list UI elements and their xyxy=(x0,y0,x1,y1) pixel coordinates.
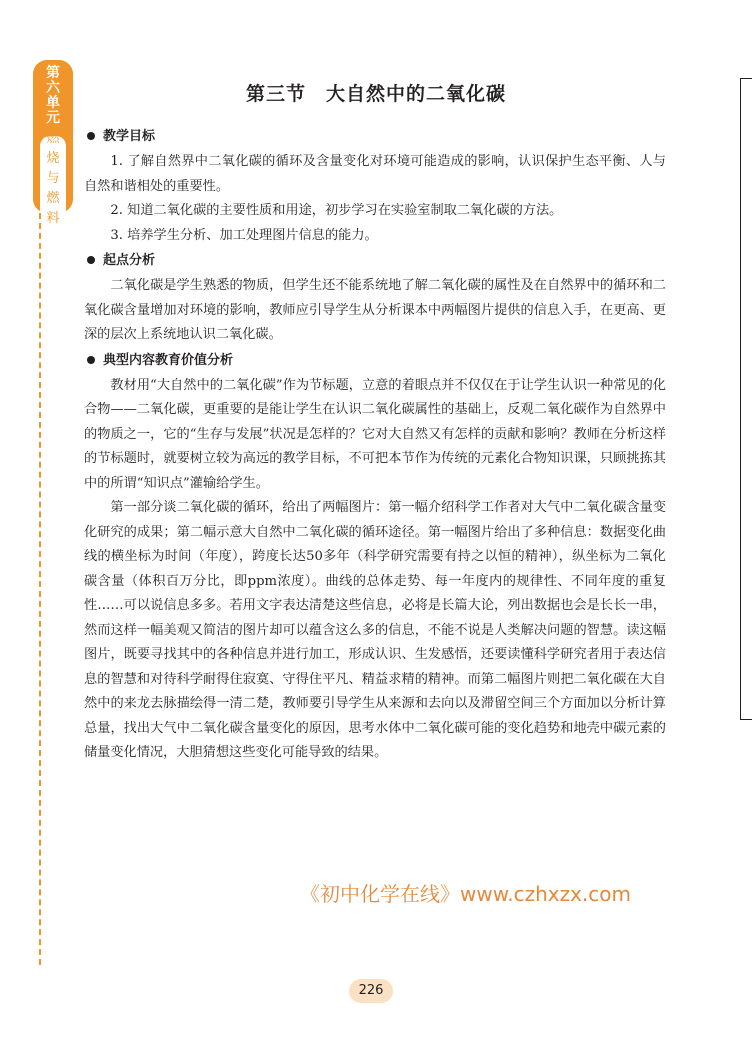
section-heading xyxy=(84,348,666,374)
unit-name-char: 料 xyxy=(46,211,60,226)
section-heading-text: 起点分析 xyxy=(103,253,156,268)
paragraph: 二氧化碳是学生熟悉的物质，但学生还不能系统地了解二氧化碳的属性及在自然界中的循环和二氧化碳含量增加对环境的影响，教师应引导学生从分析课本中两幅图片提供的信息入手，在更高、更深的层次上系统地认识二氧化碳。 xyxy=(84,278,666,342)
watermark: 《初中化学在线》www.czhxzx.com xyxy=(300,882,632,906)
unit-name-char: 烧 xyxy=(46,151,60,166)
side-dashed-line xyxy=(39,213,41,965)
paragraph: 1. 了解自然界中二氧化碳的循环及含量变化对环境可能造成的影响，认识保护生态平衡、人与自然和谐相处的重要性。 xyxy=(84,154,666,194)
bullet-icon xyxy=(87,256,95,264)
unit-name-char: 燃 xyxy=(46,191,60,206)
paragraph: 第一部分谈二氧化碳的循环，给出了两幅图片：第一幅介绍科学工作者对大气中二氧化碳含量变化研究的成果；第二幅示意大自然中二氧化碳的循环途径。第一幅图片给出了多种信息：数据变化曲线的横坐标为时间（年度），跨度长达50多年（科学研究需要有持之以恒的精神），纵坐标为二氧化碳含量（体积百万分比，即ppm浓度）。曲线的总体走势、每一年度内的规律性、不同年度的重复性……可以说信息多多。若用文字表达清楚这些信息，必将是长篇大论，列出数据也会是长长一串，然而这样一幅美观又简洁的图片却可以蕴含这么多的信息，不能不说是人类解决问题的智慧。读这幅图片，既要寻找其中的各种信息并进行加工，形成认识、生发感悟，还要读懂科学研究者用于表达信息的智慧和对待科学耐得住寂寞、守得住平凡、精益求精的精神。而第二幅图片则把二氧化碳在大自然中的来龙去脉描绘得一清二楚，教师要引导学生从来源和去向以及滞留空间三个方面加以分析计算总量，找出大气中二氧化碳含量变化的原因，思考水体中二氧化碳可能的变化趋势和地壳中碳元素的储量变化情况，大胆猜想这些变化可能导致的结果。 xyxy=(84,500,666,760)
page-title: 第三节 大自然中的二氧化碳 xyxy=(245,83,506,105)
unit-title-char: 第 xyxy=(46,65,60,81)
section-heading-text: 教学目标 xyxy=(103,129,156,144)
unit-title-char: 六 xyxy=(46,80,60,96)
paragraph: 2. 知道二氧化碳的主要性质和用途，初步学习在实验室制取二氧化碳的方法。 xyxy=(110,203,563,218)
section-heading xyxy=(84,248,666,274)
section-heading xyxy=(84,124,666,150)
right-margin-frame xyxy=(740,78,752,720)
unit-title-char: 单 xyxy=(46,95,60,111)
unit-title-char: 元 xyxy=(46,110,60,126)
bullet-icon xyxy=(87,132,95,140)
unit-name-char: 与 xyxy=(46,171,60,186)
page-number: 226 xyxy=(349,979,393,1003)
unit-name-char: 燃 xyxy=(46,131,60,146)
paragraph: 教材用“大自然中的二氧化碳”作为节标题，立意的着眼点并不仅仅在于让学生认识一种常见的化合物——二氧化碳，更重要的是能让学生在认识二氧化碳属性的基础上，反观二氧化碳作为自然界中的物质之一，它的“生存与发展”状况是怎样的？它对大自然又有怎样的贡献和影响？教师在分析这样的节标题时，就要树立较为高远的教学目标，不可把本节作为传统的元素化合物知识课，只顾挑拣其中的所谓“知识点”灌输给学生。 xyxy=(84,377,666,491)
bullet-icon xyxy=(87,356,95,364)
section-heading-text: 典型内容教育价值分析 xyxy=(103,352,234,368)
main-content xyxy=(84,124,666,766)
unit-name xyxy=(40,131,66,226)
paragraph: 3. 培养学生分析、加工处理图片信息的能力。 xyxy=(110,227,378,243)
